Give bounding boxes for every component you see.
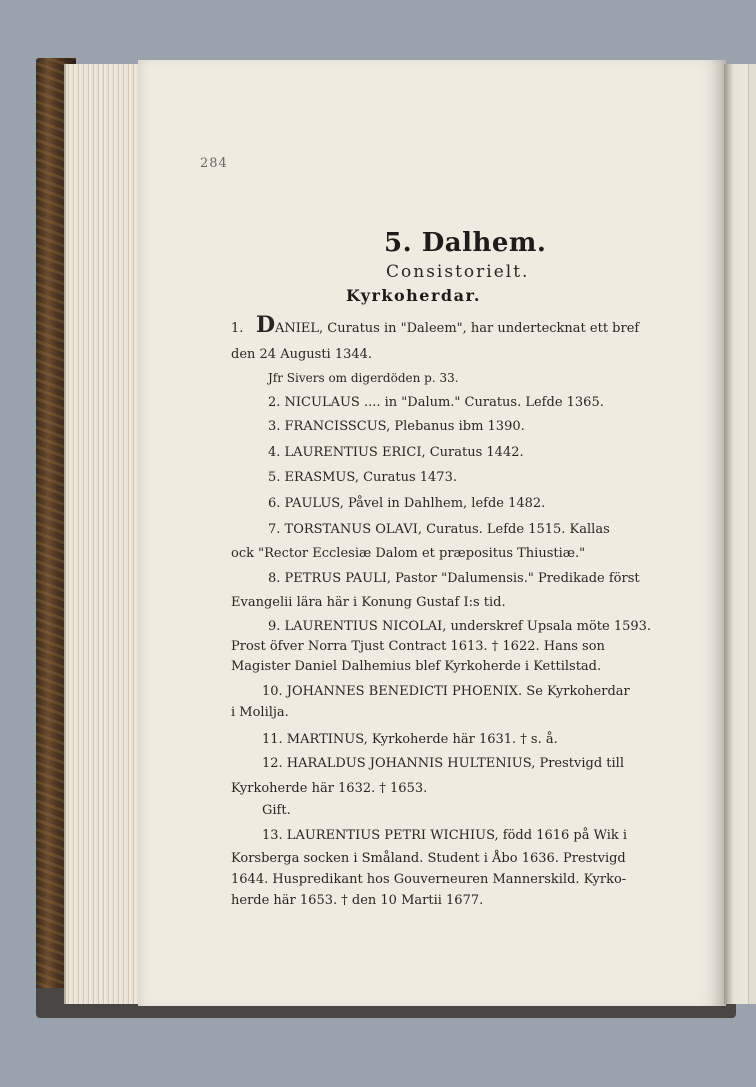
entry-1-line-2: den 24 Augusti 1344. (231, 347, 373, 362)
section-heading: Kyrkoherdar. (346, 286, 481, 305)
entry-12-line-1: 12. HARALDUS JOHANNIS HULTENIUS, Prestvigd till (262, 756, 625, 771)
entry-12-line-2: Kyrkoherde här 1632. † 1653. (231, 781, 428, 796)
entry-1-initial: D (256, 312, 276, 338)
entry-1-number: 1. (231, 321, 244, 336)
page-subtitle: Consistorielt. (386, 262, 530, 282)
page-title: 5. Dalhem. (384, 228, 547, 258)
entry-4: 4. LAURENTIUS ERICI, Curatus 1442. (268, 445, 524, 460)
entry-10-line-2: i Molilja. (231, 705, 289, 720)
entry-5: 5. ERASMUS, Curatus 1473. (268, 470, 457, 485)
entry-13-line-1: 13. LAURENTIUS PETRI WICHIUS, född 1616 på Wik i (262, 828, 628, 843)
entry-13-line-4: herde här 1653. † den 10 Martii 1677. (231, 893, 484, 908)
entry-12-line-3: Gift. (262, 803, 291, 818)
entry-1-line-1: ANIEL, Curatus in "Daleem", har undertecknat ett bref (275, 321, 640, 336)
facing-page-edge (748, 64, 756, 1004)
entry-13-line-2: Korsberga socken i Småland. Student i Åbo 1636. Prestvigd (231, 851, 626, 866)
entry-11: 11. MARTINUS, Kyrkoherde här 1631. † s. å. (262, 732, 558, 747)
entry-13-line-3: 1644. Huspredikant hos Gouverneuren Mannerskild. Kyrko- (231, 872, 627, 887)
entry-9-line-2: Prost öfver Norra Tjust Contract 1613. † 1622. Hans son (231, 639, 605, 654)
page-number: 284 (200, 156, 228, 171)
entry-2: 2. NICULAUS .... in "Dalum." Curatus. Lefde 1365. (268, 395, 604, 410)
entry-8-line-2: Evangelii lära här i Konung Gustaf I:s tid. (231, 595, 506, 610)
entry-1-note: Jfr Sivers om digerdöden p. 33. (268, 371, 459, 385)
entry-7-line-2: ock "Rector Ecclesiæ Dalom et præpositus Thiustiæ." (231, 546, 586, 561)
entry-6: 6. PAULUS, Påvel in Dahlhem, lefde 1482. (268, 496, 546, 511)
entry-3: 3. FRANCISSCUS, Plebanus ibm 1390. (268, 419, 525, 434)
entry-9-line-1: 9. LAURENTIUS NICOLAI, underskref Upsala möte 1593. (268, 619, 652, 634)
entry-10-line-1: 10. JOHANNES BENEDICTI PHOENIX. Se Kyrkoherdar (262, 684, 630, 699)
entry-9-line-3: Magister Daniel Dalhemius blef Kyrkoherde i Kettilstad. (231, 659, 602, 674)
entry-7-line-1: 7. TORSTANUS OLAVI, Curatus. Lefde 1515. Kallas (268, 522, 610, 537)
entry-8-line-1: 8. PETRUS PAULI, Pastor "Dalumensis." Predikade först (268, 571, 640, 586)
